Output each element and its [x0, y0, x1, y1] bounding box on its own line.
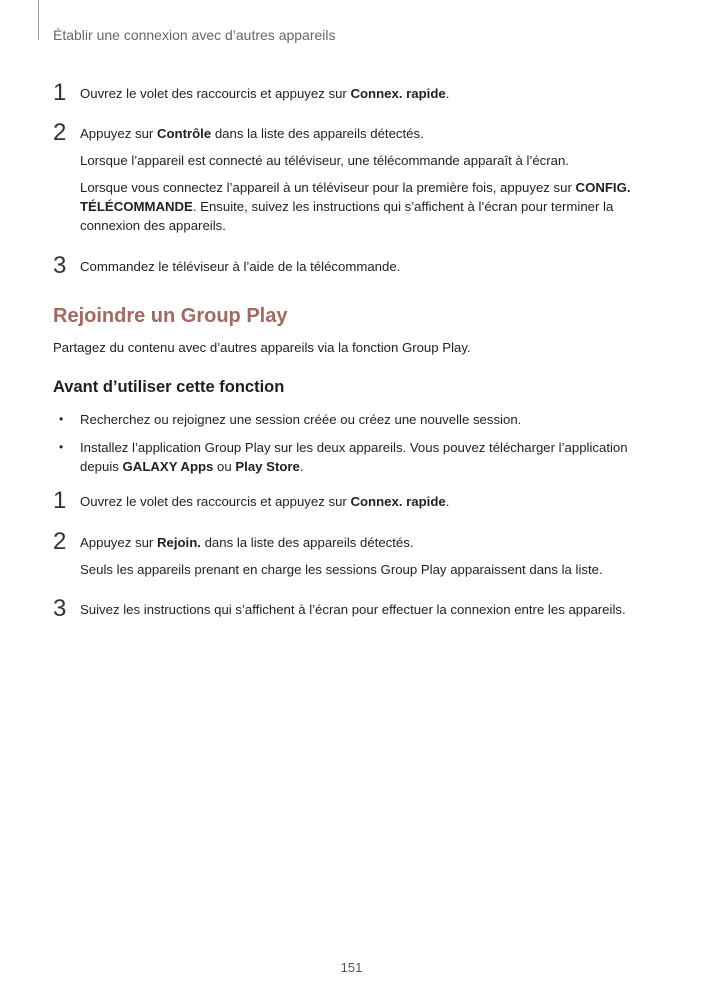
- ui-label-bold: Connex. rapide: [350, 86, 446, 101]
- step-text: Appuyez sur Rejoin. dans la liste des appareils détectés.: [80, 535, 414, 550]
- step-body: [80, 257, 643, 276]
- header-rule: [38, 0, 39, 40]
- ui-label-bold: Play Store: [235, 459, 300, 474]
- step-text: Ouvrez le volet des raccourcis et appuyez sur Connex. rapide.: [80, 86, 450, 101]
- subsection-title: Avant d’utiliser cette fonction: [53, 378, 285, 396]
- ui-label-bold: Contrôle: [156, 126, 212, 141]
- step-number: 2: [53, 119, 67, 146]
- section-intro: Partagez du contenu avec d’autres appareils via la fonction Group Play.: [53, 340, 471, 355]
- step-bottom-1: [53, 487, 643, 514]
- step-note: Lorsque l’appareil est connecté au téléviseur, une télécommande apparaît à l’écran.: [80, 153, 569, 168]
- step-number: 1: [53, 79, 67, 106]
- step-bottom-2: [53, 528, 643, 579]
- step-body: [80, 533, 643, 579]
- bullet-list: [53, 410, 653, 485]
- step-top-3: [53, 252, 643, 279]
- header-title: Établir une connexion avec d’autres appareils: [53, 27, 336, 43]
- step-body: [80, 492, 643, 511]
- step-note: Seuls les appareils prenant en charge les sessions Group Play apparaissent dans la liste.: [80, 562, 603, 577]
- step-text: Appuyez sur Contrôle dans la liste des appareils détectés.: [80, 126, 424, 141]
- section-title: Rejoindre un Group Play: [53, 305, 288, 327]
- step-number: 3: [53, 595, 67, 622]
- step-top-1: [53, 79, 643, 106]
- step-bottom-3: [53, 595, 643, 622]
- ui-label-bold: CONFIG. TÉLÉCOMMANDE: [80, 180, 631, 214]
- ui-label-bold: Connex. rapide: [350, 494, 446, 509]
- step-body: [80, 84, 643, 103]
- bullet-item: • Recherchez ou rejoignez une session créée ou créez une nouvelle session.: [59, 412, 522, 427]
- ui-label-bold: GALAXY Apps: [122, 459, 214, 474]
- step-number: 2: [53, 528, 67, 555]
- page-number: 151: [340, 960, 363, 975]
- step-note: Lorsque vous connectez l’appareil à un téléviseur pour la première fois, appuyez sur CONFIG. TÉLÉCOMMANDE. Ensuite, suivez les instructions qui s’affichent à l’écran pour terminer la connexion des appareils.: [80, 180, 631, 233]
- step-top-2: [53, 119, 643, 235]
- bullet-dot-icon: •: [59, 412, 64, 426]
- step-number: 3: [53, 252, 67, 279]
- step-text: Commandez le téléviseur à l’aide de la télécommande.: [80, 259, 401, 274]
- step-body: [80, 600, 643, 619]
- bullet-item: • Installez l’application Group Play sur les deux appareils. Vous pouvez télécharger l’application depuis GALAXY Apps ou Play Store.: [59, 440, 628, 474]
- step-number: 1: [53, 487, 67, 514]
- ui-label-bold: Rejoin.: [156, 535, 201, 550]
- step-body: [80, 124, 643, 235]
- step-text: Suivez les instructions qui s’affichent à l’écran pour effectuer la connexion entre les appareils.: [80, 602, 626, 617]
- bullet-dot-icon: •: [59, 440, 64, 454]
- step-text: Ouvrez le volet des raccourcis et appuyez sur Connex. rapide.: [80, 494, 450, 509]
